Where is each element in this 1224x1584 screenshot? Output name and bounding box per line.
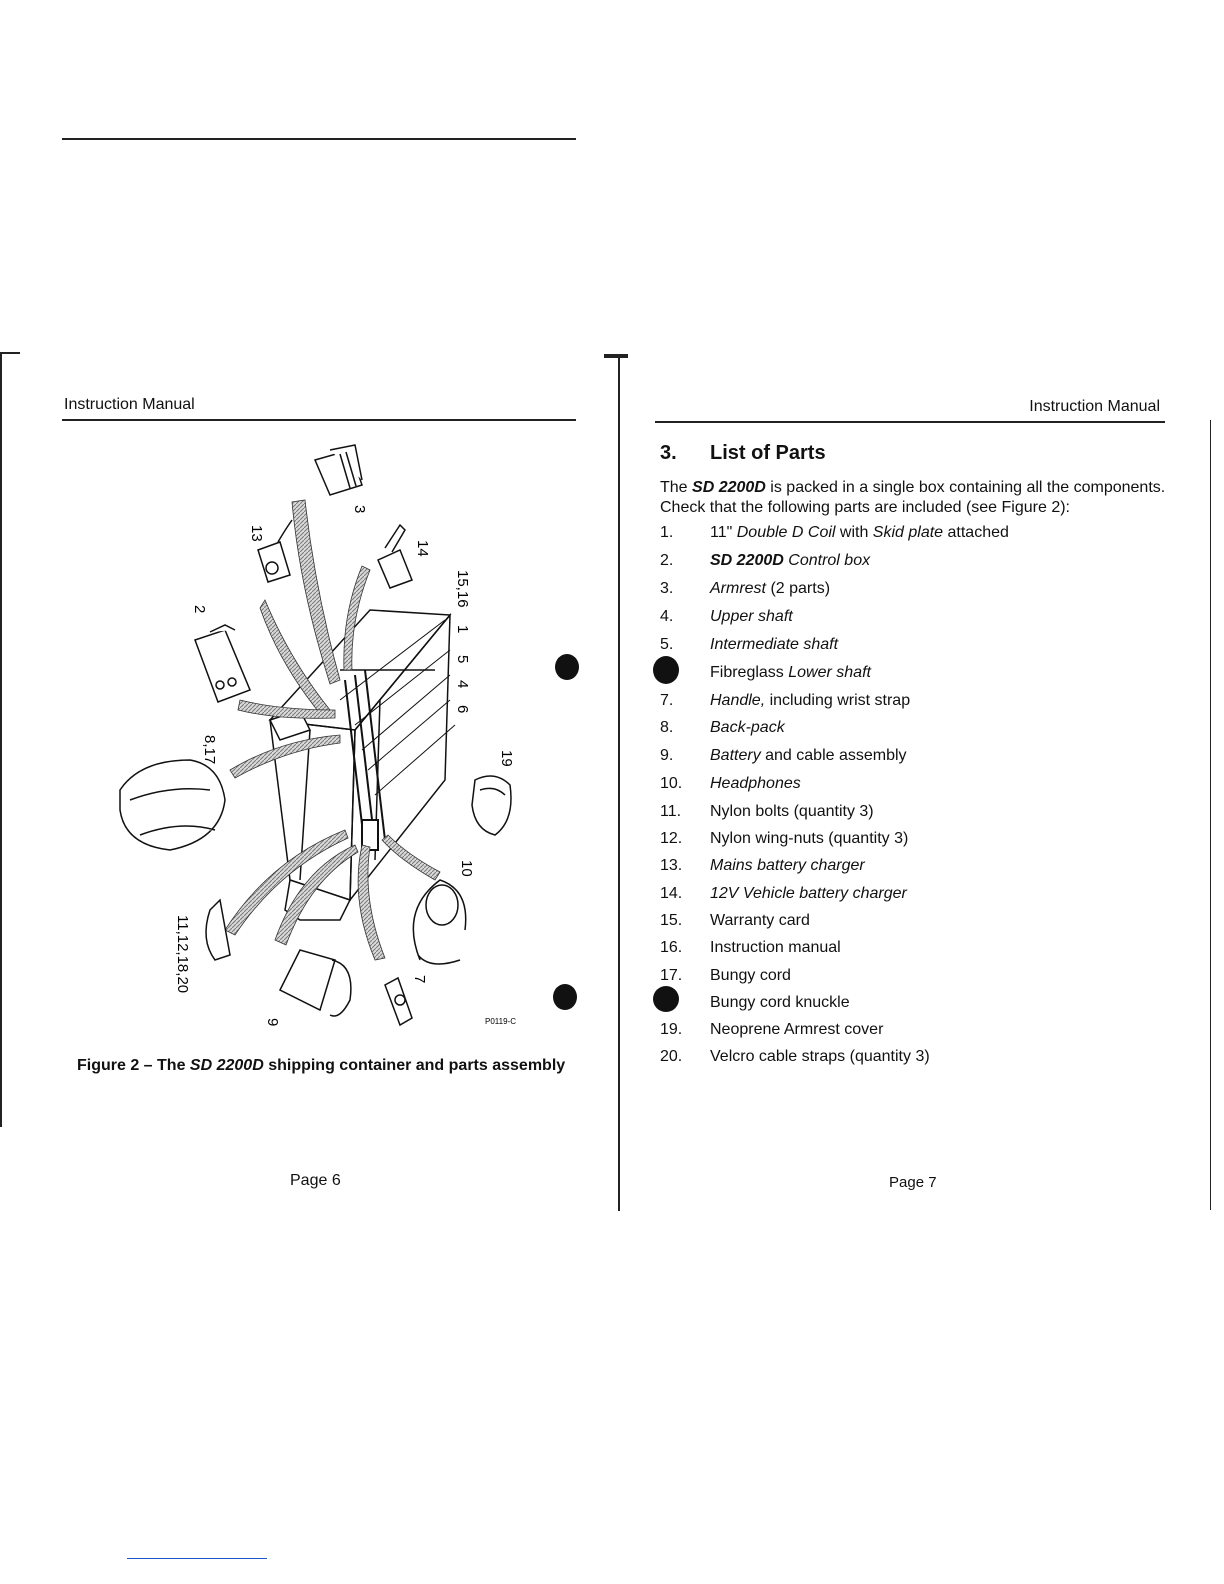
part-text-segment: Upper shaft	[710, 608, 793, 625]
section-number: 3.	[660, 442, 677, 464]
left-edge-tick	[0, 352, 20, 354]
part-text-segment: Mains battery charger	[710, 857, 865, 874]
part-description	[710, 552, 870, 570]
part-description	[710, 939, 841, 957]
part-number: 17.	[660, 967, 683, 984]
part-text-segment: 11"	[710, 524, 737, 541]
intro-line1-rest: is packed in a single box containing all the components.	[765, 479, 1166, 496]
part-description	[710, 1048, 930, 1066]
left-page-header: Instruction Manual	[64, 396, 195, 413]
label-6: 6	[454, 705, 471, 714]
part-text-segment: Nylon wing-nuts (quantity 3)	[710, 830, 909, 847]
center-gutter-tick	[604, 354, 628, 358]
part-text-segment: Neoprene Armrest cover	[710, 1021, 884, 1038]
left-edge-line	[0, 352, 2, 1127]
part-number: 4.	[660, 608, 674, 625]
intro-line-2: Check that the following parts are included (see Figure 2):	[660, 499, 1070, 516]
part-description	[710, 803, 874, 821]
part-description	[710, 692, 910, 710]
label-19: 19	[498, 750, 515, 767]
binding-hole-top	[555, 654, 579, 680]
label-7: 7	[411, 975, 428, 984]
intro-model: SD 2200D	[692, 479, 766, 496]
part-description	[710, 747, 907, 765]
part-text-segment: Lower shaft	[788, 664, 871, 681]
part-description	[710, 994, 850, 1012]
label-4: 4	[454, 680, 471, 689]
handle-part	[385, 978, 412, 1025]
part-description	[710, 524, 1009, 542]
label-15-16: 15,16	[454, 570, 471, 608]
part-number: 9.	[660, 747, 674, 764]
part-number: 12.	[660, 830, 683, 847]
label-14: 14	[414, 540, 431, 557]
part-number: 3.	[660, 580, 674, 597]
right-header-divider	[655, 421, 1165, 423]
part-text-segment: Armrest	[710, 580, 766, 597]
figure-code: P0119-C	[485, 1017, 516, 1026]
list-smudge-18	[653, 986, 679, 1012]
part-number: 10.	[660, 775, 683, 792]
label-1: 1	[454, 625, 471, 634]
binding-hole-bottom	[553, 984, 577, 1010]
vehicle-charger-part	[378, 525, 412, 588]
part-text-segment: and cable assembly	[760, 747, 907, 764]
part-text-segment: Bungy cord knuckle	[710, 994, 850, 1011]
part-description	[710, 580, 830, 598]
caption-prefix: Figure 2 – The	[77, 1057, 190, 1074]
part-number: 11.	[660, 803, 682, 820]
label-3: 3	[351, 505, 368, 514]
part-number: 1.	[660, 524, 674, 541]
part-description	[710, 857, 865, 875]
part-text-segment: Instruction manual	[710, 939, 841, 956]
intro-paragraph	[660, 478, 1180, 518]
part-number: 13.	[660, 857, 683, 874]
part-number: 20.	[660, 1048, 683, 1065]
figure-caption	[77, 1057, 565, 1075]
section-title: List of Parts	[710, 442, 826, 464]
armrest-part	[315, 445, 362, 495]
part-number: 15.	[660, 912, 683, 929]
left-header-divider	[62, 419, 576, 421]
label-9: 9	[264, 1018, 281, 1027]
backpack-part	[120, 760, 225, 850]
part-text-segment: including wrist strap	[765, 692, 911, 709]
part-text-segment: Back-pack	[710, 719, 785, 736]
section-heading	[660, 442, 826, 465]
parts-assembly-diagram	[100, 440, 580, 1040]
part-number: 8.	[660, 719, 674, 736]
leader-lines	[340, 620, 455, 795]
part-text-segment: Fibreglass	[710, 664, 789, 681]
part-description	[710, 664, 871, 682]
part-text-segment: Bungy cord	[710, 967, 791, 984]
part-description	[710, 912, 810, 930]
part-description	[710, 830, 908, 848]
part-description	[710, 719, 785, 737]
part-text-segment: attached	[943, 524, 1009, 541]
label-2: 2	[191, 605, 208, 614]
left-header-rule	[62, 138, 576, 140]
label-8-17: 8,17	[201, 735, 218, 765]
center-gutter-line	[618, 356, 620, 1211]
label-11-12-18-20: 11,12,18,20	[174, 915, 191, 994]
list-smudge-6	[653, 656, 679, 684]
part-text-segment: SD 2200D	[710, 552, 784, 569]
part-text-segment: Velcro cable straps (quantity 3)	[710, 1048, 930, 1065]
part-text-segment: Handle,	[710, 692, 766, 709]
part-text-segment: Battery	[710, 747, 761, 764]
part-number: 2.	[660, 552, 674, 569]
part-number: 5.	[660, 636, 674, 653]
right-page-number: Page 7	[889, 1174, 937, 1191]
part-text-segment: Nylon bolts (quantity 3)	[710, 803, 874, 820]
battery-part	[280, 950, 351, 1016]
caption-suffix: shipping container and parts assembly	[263, 1057, 566, 1074]
label-13: 13	[248, 525, 265, 542]
intro-prefix: The	[660, 479, 693, 496]
right-edge-line	[1210, 420, 1211, 1210]
intro-line-1	[660, 478, 1180, 498]
part-text-segment: (2 parts)	[766, 580, 831, 597]
part-text-segment: Intermediate shaft	[710, 636, 839, 653]
label-5: 5	[454, 655, 471, 664]
part-text-segment: Warranty card	[710, 912, 810, 929]
part-description	[710, 608, 793, 626]
part-description	[710, 636, 838, 654]
label-10: 10	[458, 860, 475, 877]
part-text-segment: with	[835, 524, 873, 541]
headphones-part	[413, 880, 465, 964]
part-description	[710, 1021, 883, 1039]
part-number: 16.	[660, 939, 683, 956]
caption-model: SD 2200D	[189, 1057, 264, 1074]
part-text-segment: Control box	[783, 552, 871, 569]
part-number: 7.	[660, 692, 674, 709]
part-text-segment: 12V Vehicle battery charger	[710, 885, 907, 902]
part-number: 14.	[660, 885, 683, 902]
control-box-part	[195, 625, 250, 702]
part-description	[710, 967, 791, 985]
part-description	[710, 885, 907, 903]
part-text-segment: Headphones	[710, 775, 801, 792]
part-text-segment: Double D Coil	[736, 524, 836, 541]
bottom-link-line	[127, 1558, 267, 1559]
part-description	[710, 775, 801, 793]
armrest-cover-part	[472, 776, 511, 835]
part-text-segment: Skid plate	[872, 524, 944, 541]
part-number: 19.	[660, 1021, 683, 1038]
left-page-number: Page 6	[290, 1172, 341, 1189]
right-page-header: Instruction Manual	[1029, 398, 1160, 415]
